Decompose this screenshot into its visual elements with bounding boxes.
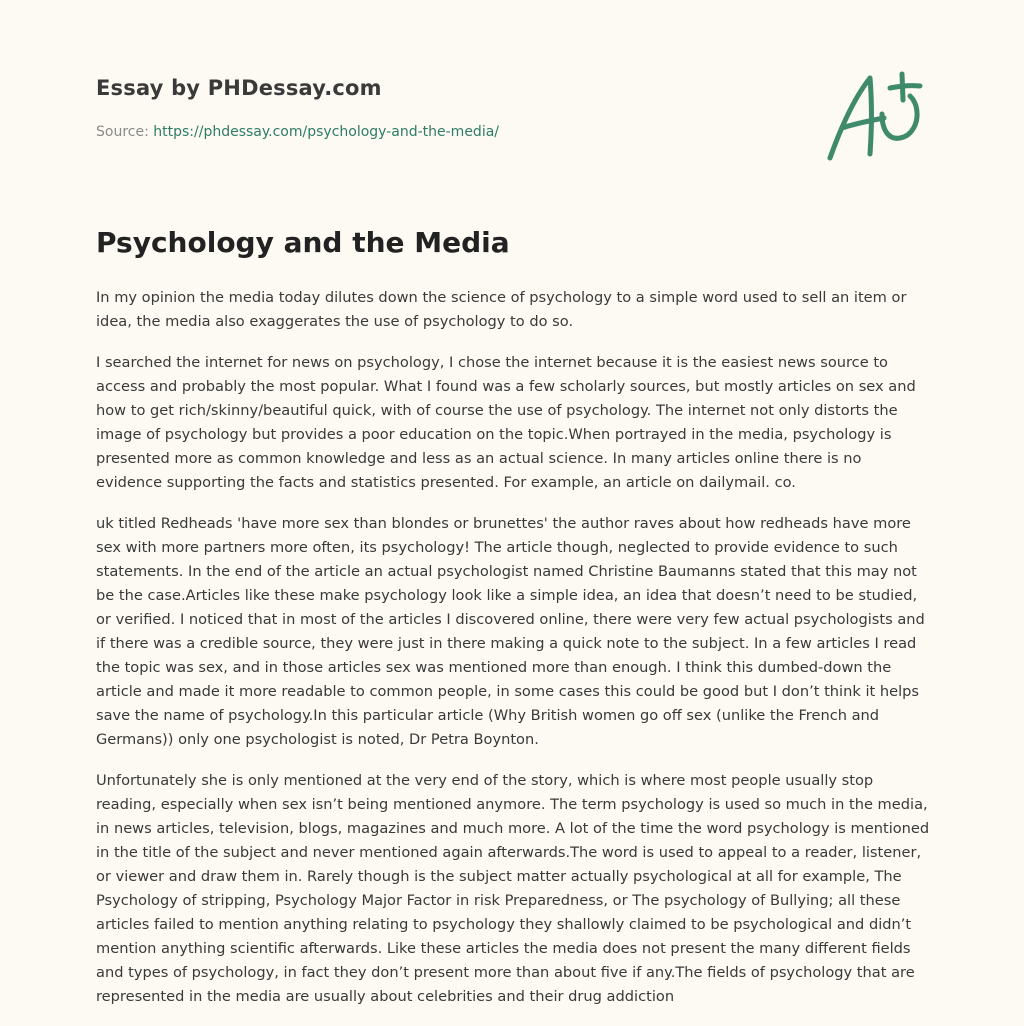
essay-paragraph: I searched the internet for news on psychology, I chose the internet because it is the easiest news source to access and probably the most popular. What I found was a few scholarly sources, but mostly articles on sex and how to get rich/skinny/beautiful quick, with of course the use of psychology. The internet not only distorts the image of psychology but provides a poor education on the topic.When portrayed in the media, psychology is presented more as common knowledge and less as an actual science. In many articles online there is no evidence supporting the facts and statistics presented. For example, an article on dailymail. co. xyxy=(96,354,916,491)
essay-paragraph: In my opinion the media today dilutes down the science of psychology to a simple word used to sell an item or idea, the media also exaggerates the use of psychology to do so. xyxy=(96,289,907,330)
essay-paragraph: uk titled Redheads 'have more sex than blondes or brunettes' the author raves about how redheads have more sex with more partners more often, its psychology! The article though, neglected to provide evidence to such statements. In the end of the article an actual psychologist named Christine Baumanns stated that this may not be the case.Articles like these make psychology look like a simple idea, an idea that doesn’t need to be studied, or verified. I noticed that in most of the articles I discovered online, there were very few actual psychologists and if there was a credible source, they were just in there making a quick note to the subject. In a few articles I read the topic was sex, and in those articles sex was mentioned more than enough. I think this dumbed-down the article and made it more readable to common people, in some cases this could be good but I don’t think it helps save the name of psychology.In this particular article (Why British women go off sex (unlike the French and Germans)) only one psychologist is noted, Dr Petra Boynton. xyxy=(96,515,925,748)
source-link[interactable]: https://phdessay.com/psychology-and-the-media/ xyxy=(153,124,500,140)
essay-paragraph: Unfortunately she is only mentioned at the very end of the story, which is where most people usually stop reading, especially when sex isn’t being mentioned anymore. The term psychology is used so much in the media, in news articles, television, blogs, magazines and much more. A lot of the time the word psychology is mentioned in the title of the subject and never mentioned again afterwards.The word is used to appeal to a reader, listener, or viewer and draw them in. Rarely though is the subject matter actually psychological at all for example, The Psychology of stripping, Psychology Major Factor in risk Preparedness, or The psychology of Bullying; all these articles failed to mention anything relating to psychology they shallowly claimed to be psychological and didn’t mention anything scientific afterwards. Like these articles the media does not present the many different fields and types of psychology, in fact they don’t present more than about five if any.The fields of psychology that are represented in the media are usually about celebrities and their drug addiction xyxy=(96,772,930,1005)
essay-body xyxy=(96,286,932,1026)
a-plus-grade-icon xyxy=(818,66,930,166)
essay-title: Psychology and the Media xyxy=(96,226,510,259)
site-title: Essay by PHDessay.com xyxy=(96,76,382,100)
source-label: Source: xyxy=(96,124,154,140)
source-line xyxy=(96,124,499,140)
